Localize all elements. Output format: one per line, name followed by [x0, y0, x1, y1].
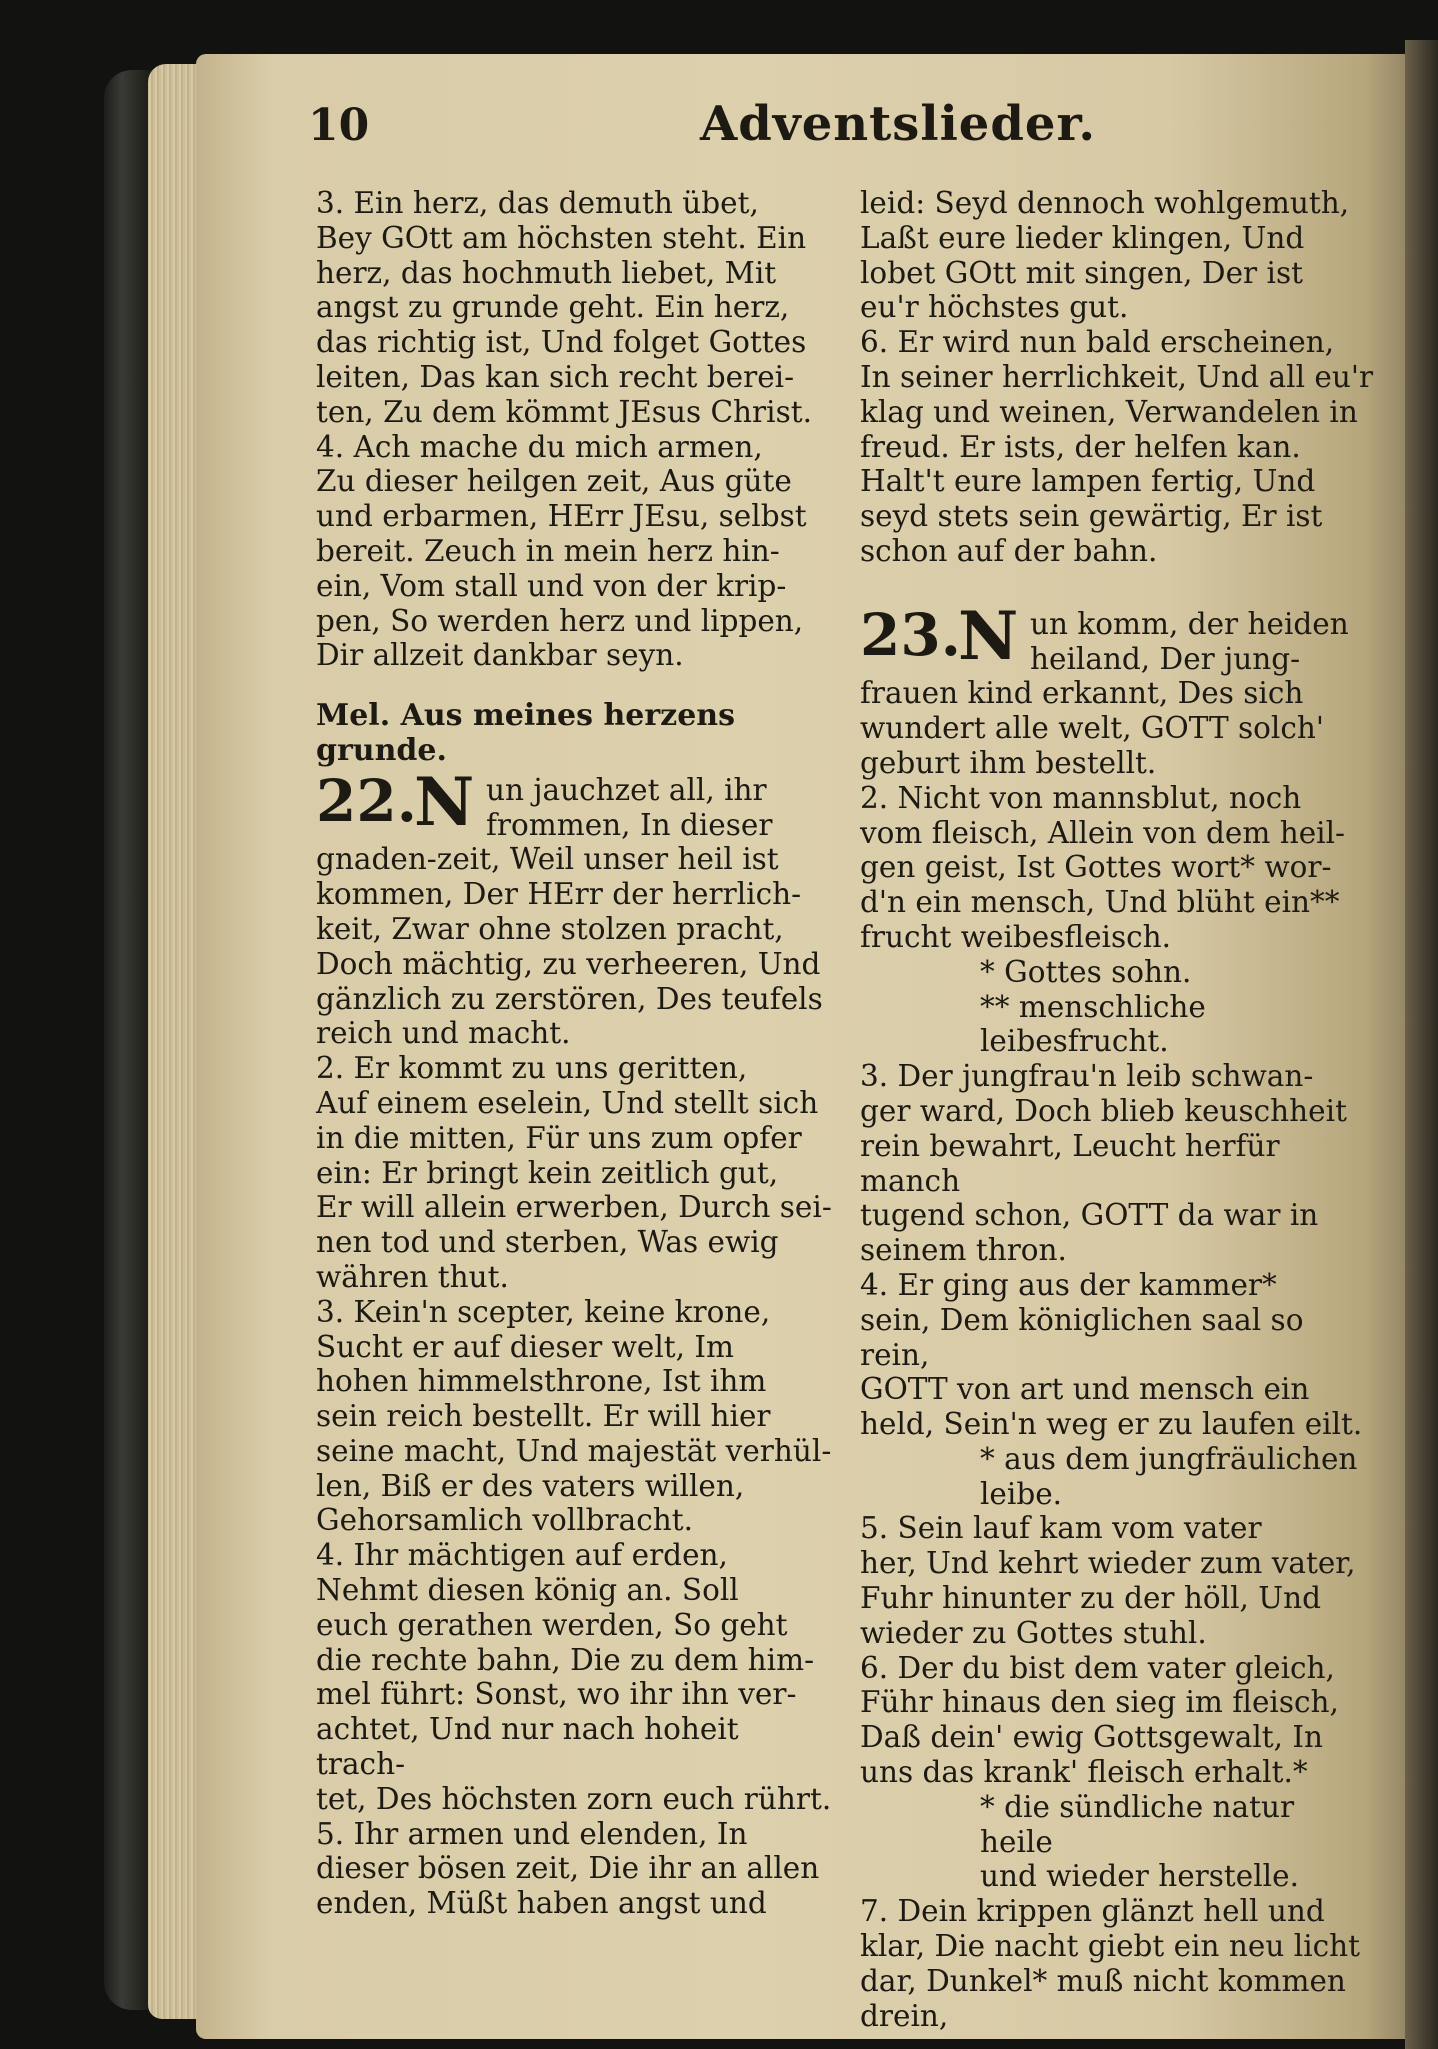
footnote: * Gottes sohn. ** menschliche leibesfrucht. [980, 954, 1206, 1059]
book-fold [1405, 40, 1438, 2049]
right-column [860, 186, 1375, 2033]
verse-continuation: leid: Seyd dennoch wohlgemuth, Laßt eure lieder klingen, Und lobet GOtt mit singen, Der ist eu'r höchstes gut. [860, 186, 1350, 325]
verse: 5. Ihr armen und elenden, In dieser bösen zeit, Die ihr an allen enden, Müßt haben angst und [316, 1816, 820, 1921]
verse: 4. Er ging aus der kammer* sein, Dem königlichen saal so rein, GOTT von art und mensch ein held, Sein'n weg er zu laufen eilt. [860, 1267, 1363, 1442]
verse: 3. Ein herz, das demuth übet, Bey GOtt am höchsten steht. Ein herz, das hochmuth liebet, Mit angst zu grunde geht. Ein herz, das richtig ist, Und folget Gottes leiten, Das kan sich recht berei- ten, Zu dem kömmt JEsus Christ. [316, 186, 812, 429]
running-title: Adventslieder. [700, 96, 1097, 152]
hymn-22 [316, 762, 836, 1921]
verse: 3. Der jungfrau'n leib schwan- ger ward, Doch blieb keuschheit rein bewahrt, Leucht herfür manch tugend schon, GOTT da war in seinem thron. [860, 1059, 1347, 1268]
page-header [300, 96, 1380, 160]
hymn-23 [860, 596, 1375, 2034]
left-column [316, 186, 836, 1921]
verse: 5. Sein lauf kam vom vater her, Und kehrt wieder zum vater, Fuhr hinunter zu der höll, Und wieder zu Gottes stuhl. [860, 1511, 1356, 1650]
verse: 3. Kein'n scepter, keine krone, Sucht er auf dieser welt, Im hohen himmelsthrone, Ist ihm sein reich bestellt. Er will hier seine macht, Und majestät verhül- len, Biß er des vaters willen, Gehorsamlich vollbracht. [316, 1294, 832, 1538]
hymn-text: frauen kind erkannt, Des sich wundert alle welt, GOTT solch' geburt ihm bestellt. [860, 676, 1324, 780]
hymn-number: 23. [860, 600, 961, 669]
verse: 2. Nicht von mannsblut, noch vom fleisch, Allein von dem heil- gen geist, Ist Gottes wort* wor- d'n ein mensch, Und blüht ein** frucht weibesfleisch. [860, 780, 1345, 954]
verse: 4. Ach mache du mich armen, Zu dieser heilgen zeit, Aus güte und erbarmen, HErr JEsu, selbst bereit. Zeuch in mein herz hin- ein, Vom stall und von der krip- pen, So werden herz und lippen, Dir allzeit dankbar seyn. [316, 429, 807, 673]
hymn-number: 22. [316, 766, 417, 835]
hymn-text: gnaden-zeit, Weil unser heil ist kommen, Der HErr der herrlich- keit, Zwar ohne stolzen pracht, Doch mächtig, zu verheeren, Und gänzlich zu zerstören, Des teufels reich und macht. [316, 842, 823, 1051]
drop-cap: N [958, 596, 1019, 675]
hymn-opening: un jauchzet all, ihr frommen, In dieser [486, 772, 773, 842]
page-number: 10 [308, 100, 370, 151]
melody-line: Mel. Aus meines herzens grunde. [316, 698, 735, 768]
footnote: * die sündliche natur heile und wieder herstelle. [980, 1789, 1299, 1894]
hymn-opening: un komm, der heiden heiland, Der jung- [1030, 606, 1349, 676]
verse: 2. Er kommt zu uns geritten, Auf einem eselein, Und stellt sich in die mitten, Für uns zum opfer ein: Er bringt kein zeitlich gut, Er will allein erwerben, Durch sei- nen tod und sterben, Was ewig währen thut. [316, 1051, 832, 1294]
verse: 4. Ihr mächtigen auf erden, Nehmt diesen könig an. Soll euch gerathen werden, So geht die rechte bahn, Die zu dem him- mel führt: Sonst, wo ihr ihn ver- achtet, Und nur nach hoheit trach- tet, Des höchsten zorn euch rührt. [316, 1538, 832, 1816]
verse: 6. Der du bist dem vater gleich, Führ hinaus den sieg im fleisch, Daß dein' ewig Gottsgewalt, In uns das krank' fleisch erhalt.* [860, 1650, 1339, 1790]
footnote: * aus dem jungfräulichen leibe. [980, 1441, 1358, 1511]
verse: 7. Dein krippen glänzt hell und klar, Die nacht giebt ein neu licht dar, Dunkel* muß nicht kommen drein, [860, 1894, 1361, 2033]
verse: 6. Er wird nun bald erscheinen, In seiner herrlichkeit, Und all eu'r klag und weinen, Verwandelen in freud. Er ists, der helfen kan. Halt't eure lampen fertig, Und seyd stets sein gewärtig, Er ist schon auf der bahn. [860, 325, 1374, 568]
drop-cap: N [414, 762, 475, 841]
